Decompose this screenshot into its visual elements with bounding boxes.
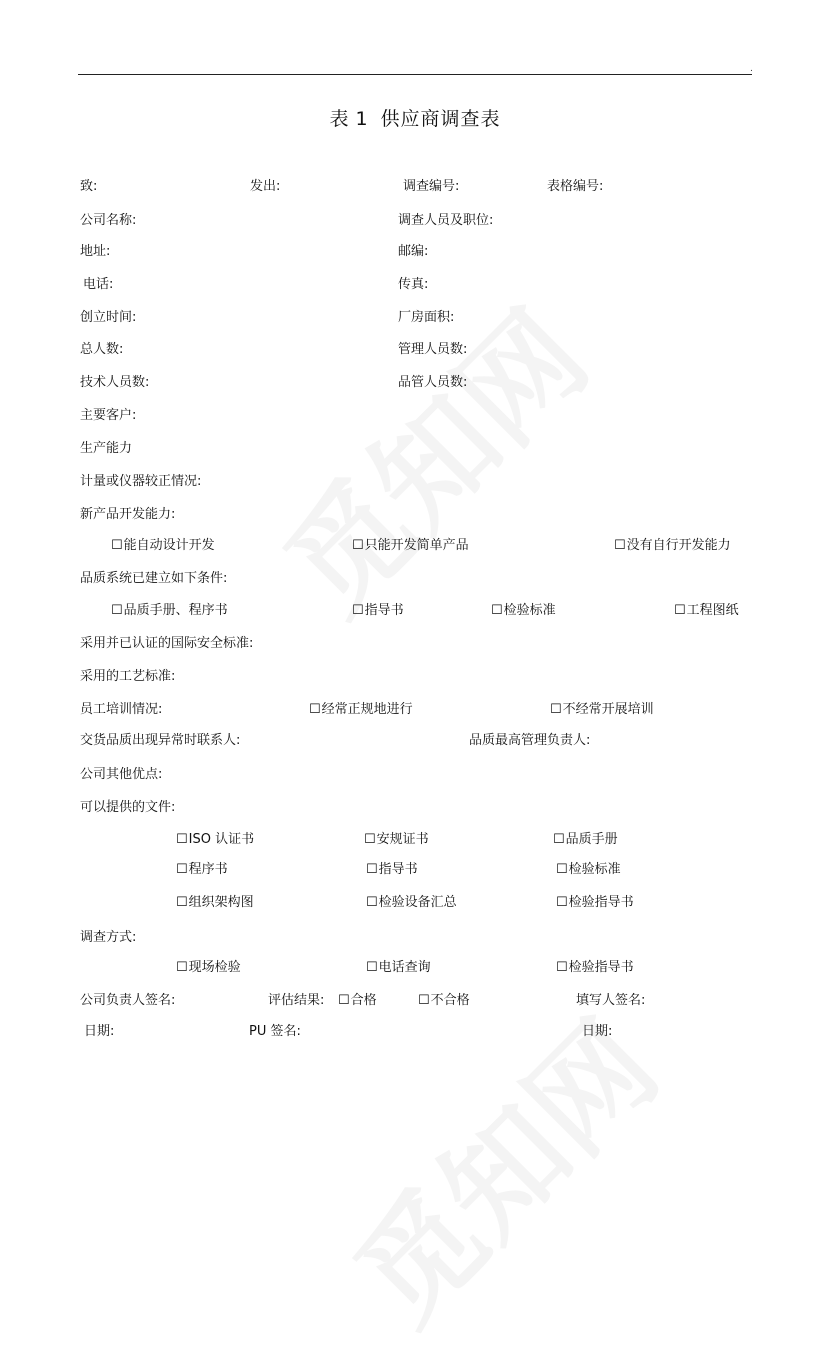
checkbox-train-regular[interactable]: ☐ 经常正规地进行 (309, 702, 413, 718)
watermark (312, 978, 688, 1354)
page-title (0, 104, 830, 131)
field-technicians: 技术人员数: (80, 375, 150, 390)
field-address: 地址: (80, 244, 111, 259)
field-phone: 电话: (83, 277, 114, 292)
field-surveyor: 调查人员及职位: (398, 213, 494, 228)
field-qc-staff: 品管人员数: (398, 375, 468, 390)
field-capacity: 生产能力 (80, 441, 133, 456)
checkbox-qs-standard[interactable]: ☐ 检验标准 (491, 603, 556, 619)
field-main-customers: 主要客户: (80, 408, 137, 423)
header-rule (78, 74, 752, 75)
field-advantages: 公司其他优点: (80, 767, 163, 782)
checkbox-qs-manual[interactable]: ☐ 品质手册、程序书 (111, 603, 228, 619)
field-documents: 可以提供的文件: (80, 800, 176, 815)
field-quality-system: 品质系统已建立如下条件: (80, 571, 228, 586)
checkbox-doc-guide[interactable]: ☐ 指导书 (366, 862, 418, 878)
field-fax: 传真: (398, 277, 429, 292)
checkbox-doc-inspect-guide[interactable]: ☐ 检验指导书 (556, 895, 634, 911)
field-form-no: 表格编号: (547, 179, 604, 194)
field-managers: 管理人员数: (398, 342, 468, 357)
field-calibration: 计量或仪器较正情况: (80, 474, 202, 489)
checkbox-doc-procedure[interactable]: ☐ 程序书 (176, 862, 228, 878)
field-pu-sign: PU 签名: (249, 1024, 301, 1039)
field-company-name: 公司名称: (80, 213, 137, 228)
field-date-2: 日期: (582, 1024, 613, 1039)
field-result: 评估结果: (268, 993, 325, 1008)
field-survey-method: 调查方式: (80, 930, 137, 945)
checkbox-sm-onsite[interactable]: ☐ 现场检验 (176, 960, 241, 976)
field-total-staff: 总人数: (80, 342, 124, 357)
checkbox-result-pass[interactable]: ☐ 合格 (338, 993, 377, 1009)
field-quality-head: 品质最高管理负责人: (469, 733, 591, 748)
checkbox-qs-drawing[interactable]: ☐ 工程图纸 (674, 603, 739, 619)
field-date-1: 日期: (84, 1024, 115, 1039)
checkbox-doc-safety[interactable]: ☐ 安规证书 (364, 832, 429, 848)
field-training: 员工培训情况: (80, 702, 163, 717)
checkbox-dev-none[interactable]: ☐ 没有自行开发能力 (614, 538, 731, 554)
checkbox-train-rare[interactable]: ☐ 不经常开展培训 (550, 702, 654, 718)
checkbox-dev-simple[interactable]: ☐ 只能开发简单产品 (352, 538, 469, 554)
field-survey-no: 调查编号: (403, 179, 460, 194)
field-founded: 创立时间: (80, 310, 137, 325)
field-process-standards: 采用的工艺标准: (80, 669, 176, 684)
checkbox-doc-iso[interactable]: ☐ ISO 认证书 (176, 832, 254, 848)
field-to: 致: (80, 179, 98, 194)
title-prefix: 表 (329, 108, 350, 130)
checkbox-doc-org[interactable]: ☐ 组织架构图 (176, 895, 254, 911)
title-main: 供应商调查表 (380, 108, 501, 130)
checkbox-result-fail[interactable]: ☐ 不合格 (418, 993, 470, 1009)
field-from: 发出: (250, 179, 281, 194)
title-number: 1 (355, 108, 369, 130)
checkbox-doc-equipment[interactable]: ☐ 检验设备汇总 (366, 895, 457, 911)
field-filler-sign: 填写人签名: (576, 993, 646, 1008)
corner-mark: . (750, 64, 753, 74)
checkbox-qs-guide[interactable]: ☐ 指导书 (352, 603, 404, 619)
field-postcode: 邮编: (398, 244, 429, 259)
checkbox-dev-auto[interactable]: ☐ 能自动设计开发 (111, 538, 215, 554)
field-new-product: 新产品开发能力: (80, 507, 176, 522)
field-head-sign: 公司负责人签名: (80, 993, 176, 1008)
field-contact: 交货品质出现异常时联系人: (80, 733, 241, 748)
field-plant-area: 厂房面积: (398, 310, 455, 325)
field-safety-standards: 采用并已认证的国际安全标准: (80, 636, 254, 651)
checkbox-doc-manual[interactable]: ☐ 品质手册 (553, 832, 618, 848)
checkbox-sm-guide[interactable]: ☐ 检验指导书 (556, 960, 634, 976)
checkbox-sm-phone[interactable]: ☐ 电话查询 (366, 960, 431, 976)
checkbox-doc-standard[interactable]: ☐ 检验标准 (556, 862, 621, 878)
